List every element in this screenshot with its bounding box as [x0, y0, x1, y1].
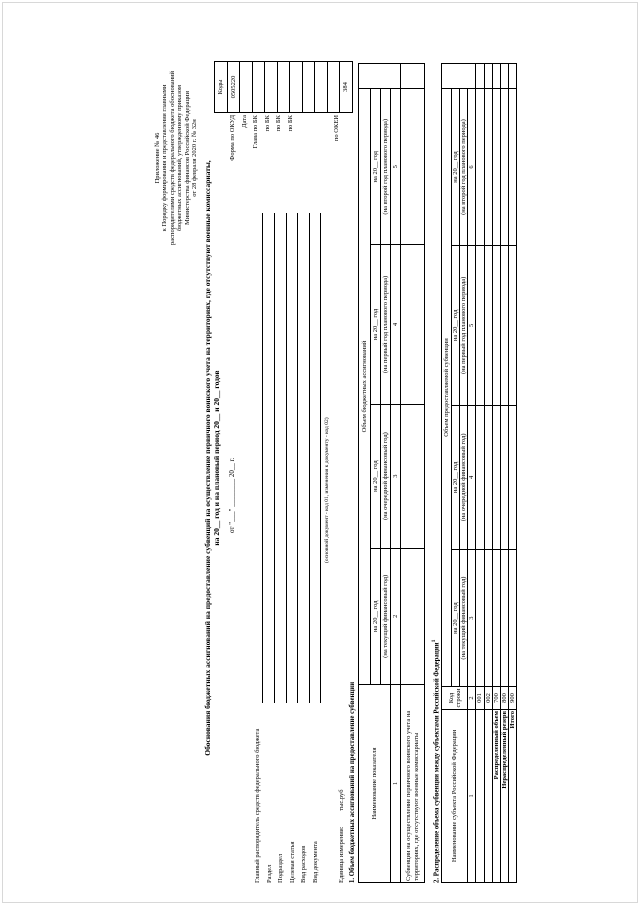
form-date: от "___" ________ 20__ г. — [228, 457, 236, 533]
section1-title: 1. Объем бюджетных ассигнований на предоставление субвенции — [349, 681, 356, 883]
s1-row-label: Субвенции на осуществление первичного воинского учета на территориях, где отсутствуют военные комиссариаты — [401, 685, 425, 883]
s2-col-name: Наименование субъекта Российской Федерации — [442, 710, 468, 883]
okud-code: 0505220 — [227, 62, 240, 113]
appendix-line: Приложение № 46 — [154, 132, 161, 184]
s1-cell — [401, 64, 425, 89]
form-title: Обоснования бюджетных ассигнований на предоставление субвенций на осуществление первичного воинского учета на территориях, где отсутствуют военные комиссариаты, на 20__ год и на плановый период 20__ и 20__ годов — [203, 160, 221, 756]
bk3-code-cell — [290, 62, 303, 113]
bk2-code-cell — [277, 62, 290, 113]
section2-table: Наименование субъекта Российской Федерации Код строки Объем предоставляемой субвенции на 20__ год на 20__ год на 20__ год на 20__ год (на текущий финансовый год) (на очередной финансовый год) (на первый год планового периода) (на второй год планового периода) 1 2 3 4 5 6 001 002 Распределенный объем 700 Нераспределенный резерв 800 Итого 900 — [441, 63, 517, 883]
rotated-form — [148, 23, 516, 893]
codes-header: Коды — [215, 62, 228, 113]
s1-col-name: Наименование показателя — [359, 685, 391, 883]
s1-cell — [401, 548, 425, 684]
empty-code-cell — [315, 62, 328, 113]
table-row: 001 — [476, 64, 484, 883]
date-code-cell — [240, 62, 253, 113]
s1-cell — [401, 245, 425, 404]
table-row: Нераспределенный резерв 800 — [500, 64, 508, 883]
s2-group-header: Объем предоставляемой субвенции — [442, 89, 452, 687]
doc-hint: (основной документ - код 01, изменения к документу - код 02) — [324, 417, 330, 563]
table-row: Итого 900 — [508, 64, 516, 883]
codes-table — [214, 61, 353, 113]
s2-col-code: Код строки — [442, 687, 468, 710]
s1-cell — [401, 89, 425, 245]
table-row: Распределенный объем 700 — [492, 64, 500, 883]
s1-blank-col — [359, 64, 401, 89]
header-fields: Главный распорядитель средств федерального бюджета Раздел Подраздел Целевая статья Вид расходов Вид документа — [254, 728, 319, 883]
code-labels: Форма по ОКУД Дата Глава по БК по БК по БК по БК по ОКЕИ — [229, 115, 341, 161]
document-page — [2, 2, 638, 903]
unit-label: Единица измерения: тыс.руб — [338, 789, 345, 883]
appendix-line: бюджетных ассигнований, утвержденному приказом — [176, 85, 184, 232]
section2-title: 2. Распределение объема субвенции между субъектами Российской Федерации$^1$ — [431, 639, 441, 883]
appendix-line: к Порядку формирования и представления главными — [161, 84, 169, 232]
glava-code-cell — [252, 62, 265, 113]
empty-code-cell — [327, 62, 340, 113]
table-row: 002 — [484, 64, 492, 883]
s1-group-header: Объем бюджетных ассигнований — [359, 89, 371, 685]
appendix-line: Министерства финансов Российской Федерации — [183, 91, 191, 226]
empty-code-cell — [302, 62, 315, 113]
appendix-block — [154, 23, 199, 293]
s1-cell — [401, 404, 425, 548]
section1-table: Наименование показателя Объем бюджетных ассигнований на 20__ год на 20__ год на 20__ год на 20__ год (на текущий финансовый год) (на очередной финансовый год) (на первый год планового периода) (на второй год планового периода) 1 2 3 4 5 Субвенции на осуществление первичного воинского учета на территориях, где отсутствуют военные комиссариаты — [358, 63, 425, 883]
okei-code: 384 — [340, 62, 353, 113]
s2-blank-col — [442, 64, 476, 89]
appendix-line: от 28 февраля 2020 г. № 32н — [191, 119, 199, 197]
bk1-code-cell — [265, 62, 278, 113]
appendix-line: распорядителями средств федерального бюджета обоснований — [168, 70, 176, 246]
